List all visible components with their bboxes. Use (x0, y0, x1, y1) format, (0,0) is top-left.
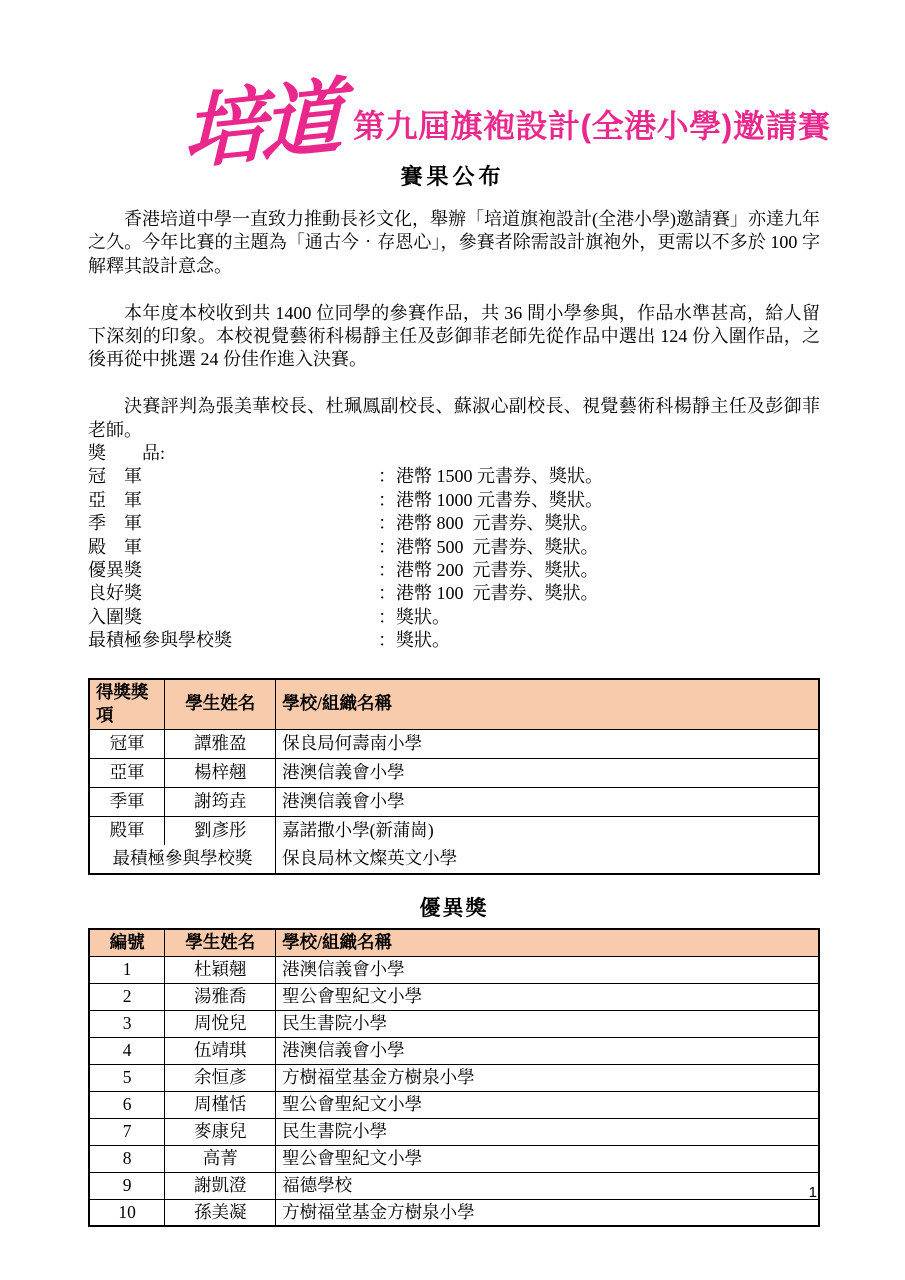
student-cell: 余恒彥 (165, 1064, 276, 1091)
winners-table-row (89, 729, 819, 758)
number-cell: 8 (89, 1145, 165, 1172)
merit-table-row (89, 983, 819, 1010)
prize-name: 最積極參與學校獎 (88, 630, 232, 651)
school-cell: 聖公會聖紀文小學 (276, 983, 819, 1010)
award-cell: 季軍 (89, 787, 165, 816)
page-title: 賽果公布 (400, 164, 505, 189)
award-cell: 冠軍 (89, 729, 165, 758)
winners-table-row (89, 816, 819, 845)
school-cell: 保良局林文燦英文小學 (276, 845, 819, 874)
prize-value: ：港幣 800 元書券、獎狀。 (378, 513, 599, 534)
entries-paragraph: 本年度本校收到共 1400 位同學的參賽作品，共 36 間小學參與，作品水準甚高，給人留下深刻的印象。本校視覺藝術科楊靜主任及彭御菲老師先從作品中選出 124 份入圍作品，之後再從中挑選 24 份佳作進入決賽。 (88, 302, 820, 370)
student-cell: 杜穎翹 (165, 956, 276, 983)
prize-name: 亞 軍 (88, 489, 142, 510)
merit-table-row (89, 1172, 819, 1199)
prize-name: 良好獎 (88, 583, 142, 604)
student-cell: 謝凱澄 (165, 1172, 276, 1199)
school-cell: 聖公會聖紀文小學 (276, 1091, 819, 1118)
student-cell: 湯雅喬 (165, 983, 276, 1010)
number-cell: 3 (89, 1010, 165, 1037)
school-cell: 港澳信義會小學 (276, 1037, 819, 1064)
prize-value: ：港幣 200 元書券、獎狀。 (378, 560, 599, 581)
school-cell: 港澳信義會小學 (276, 787, 819, 816)
competition-title: 第九屆旗袍設計(全港小學)邀請賽 (353, 108, 831, 144)
student-cell: 譚雅盈 (165, 729, 276, 758)
school-cell: 聖公會聖紀文小學 (276, 1145, 819, 1172)
school-cell: 民生書院小學 (276, 1010, 819, 1037)
student-cell: 劉彥彤 (165, 816, 276, 845)
prize-item (88, 606, 820, 629)
prize-value: ：獎狀。 (378, 630, 450, 651)
number-cell: 5 (89, 1064, 165, 1091)
merit-table-row (89, 1010, 819, 1037)
merit-table-row (89, 1064, 819, 1091)
winners-table (88, 678, 820, 875)
prize-item (88, 559, 820, 582)
merit-table-header-row (89, 929, 819, 956)
number-cell: 2 (89, 983, 165, 1010)
award-cell: 殿軍 (89, 816, 165, 845)
prize-name: 季 軍 (88, 513, 142, 534)
intro-paragraph: 香港培道中學一直致力推動長衫文化，舉辦「培道旗袍設計(全港小學)邀請賽」亦達九年之久。今年比賽的主題為「通古今‧存恩心」，參賽者除需設計旗袍外，更需以不多於 100 字解釋其設計意念。 (88, 209, 820, 276)
merit-table-row (89, 1145, 819, 1172)
prize-value: ：獎狀。 (378, 606, 450, 627)
winners-table-row (89, 787, 819, 816)
prize-name: 冠 軍 (88, 466, 142, 487)
number-cell: 4 (89, 1037, 165, 1064)
prize-name: 入圍獎 (88, 606, 142, 627)
puito-school-logo: 培道 (183, 68, 339, 182)
school-cell: 港澳信義會小學 (276, 758, 819, 787)
number-cell: 7 (89, 1118, 165, 1145)
merit-table-row (89, 1118, 819, 1145)
merit-table-row (89, 956, 819, 983)
number-cell: 10 (89, 1199, 165, 1226)
winners-table-row (89, 758, 819, 787)
prizes-label: 獎 品: (88, 443, 166, 464)
merit-table-row (89, 1091, 819, 1118)
number-cell: 6 (89, 1091, 165, 1118)
prize-value: ：港幣 1500 元書券、獎狀。 (378, 466, 603, 487)
student-cell: 楊梓翹 (165, 758, 276, 787)
winners-table-merged-row (89, 845, 819, 874)
school-cell: 方樹福堂基金方樹泉小學 (276, 1199, 819, 1226)
winners-header-student: 學生姓名 (165, 679, 276, 729)
winners-header-school: 學校/組織名稱 (276, 679, 819, 729)
document-body (88, 208, 820, 1227)
school-cell: 港澳信義會小學 (276, 956, 819, 983)
judges-paragraph: 決賽評判為張美華校長、杜珮鳳副校長、蘇淑心副校長、視覺藝術科楊靜主任及彭御菲老師。 (88, 396, 820, 440)
merit-table-row (89, 1037, 819, 1064)
student-cell: 伍靖琪 (165, 1037, 276, 1064)
number-cell: 9 (89, 1172, 165, 1199)
prize-item (88, 489, 820, 512)
winners-header-award: 得獎獎項 (89, 679, 165, 729)
merit-table (88, 928, 820, 1227)
student-cell: 謝筠垚 (165, 787, 276, 816)
page-number: 1 (808, 1184, 817, 1201)
school-cell: 嘉諾撒小學(新蒲崗) (276, 816, 819, 845)
merit-header-school: 學校/組織名稱 (276, 929, 819, 956)
student-cell: 周槿恬 (165, 1091, 276, 1118)
prize-value: ：港幣 100 元書券、獎狀。 (378, 583, 599, 604)
winners-table-header-row (89, 679, 819, 729)
merit-header-number: 編號 (89, 929, 165, 956)
prize-item (88, 536, 820, 559)
student-cell: 高菁 (165, 1145, 276, 1172)
student-cell: 周悅兒 (165, 1010, 276, 1037)
prize-list (88, 465, 820, 652)
school-cell: 民生書院小學 (276, 1118, 819, 1145)
school-cell: 保良局何壽南小學 (276, 729, 819, 758)
merit-header-student: 學生姓名 (165, 929, 276, 956)
prize-item (88, 629, 820, 652)
student-cell: 孫美凝 (165, 1199, 276, 1226)
prize-name: 優異獎 (88, 560, 142, 581)
merit-section-title: 優異獎 (419, 896, 489, 920)
prize-name: 殿 軍 (88, 536, 142, 557)
school-cell: 方樹福堂基金方樹泉小學 (276, 1064, 819, 1091)
prize-item (88, 582, 820, 605)
prize-item (88, 465, 820, 488)
school-cell: 福德學校 (276, 1172, 819, 1199)
student-cell: 麥康兒 (165, 1118, 276, 1145)
prize-value: ：港幣 500 元書券、獎狀。 (378, 536, 599, 557)
number-cell: 1 (89, 956, 165, 983)
award-cell: 最積極參與學校獎 (89, 845, 276, 874)
award-cell: 亞軍 (89, 758, 165, 787)
merit-table-row (89, 1199, 819, 1226)
prize-value: ：港幣 1000 元書券、獎狀。 (378, 489, 603, 510)
prize-item (88, 512, 820, 535)
